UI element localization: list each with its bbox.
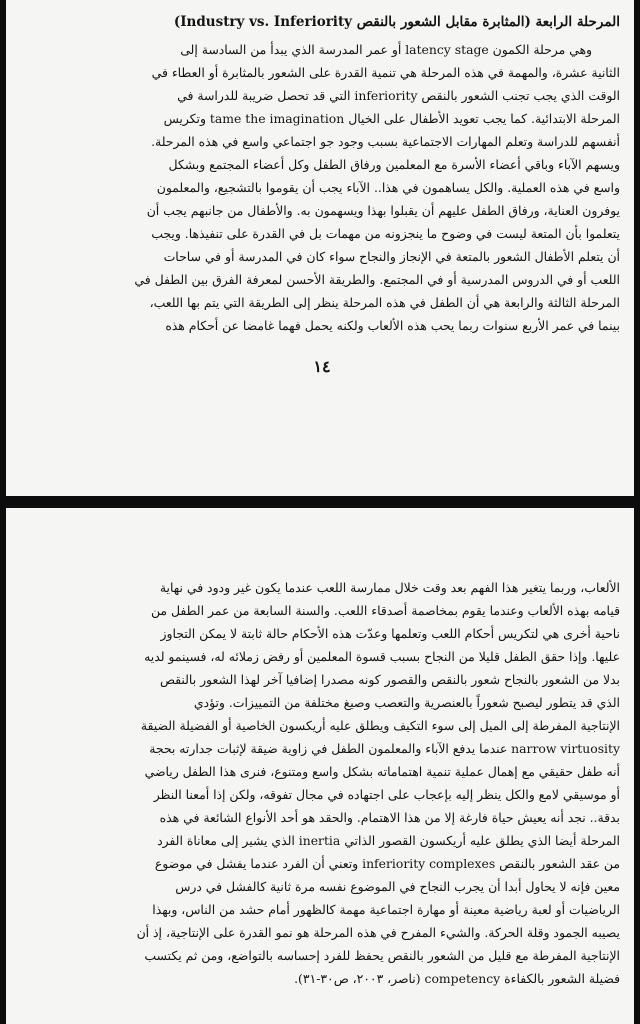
text-line: يصيبه الجمود وقلة الحركة. والشيء المفرح في هذه المرحلة هو نمو القدرة على الإنتاجية، إذ أن	[136, 925, 620, 940]
text-line: بينما في عمر الأربع سنوات ربما يحب هذه الألعاب ولكنه يحمل فهما غامضا عن أحكام هذه	[165, 318, 620, 333]
text-line: الألعاب، وربما يتغير هذا الفهم بعد وقت خلال ممارسة اللعب عندما يكون غير ودود في نهاية	[159, 580, 620, 595]
text-line: يتعلموا بأن المتعة ليست في وضوح ما ينجزونه من مهمات بل في القدرة على تنفيذها. ويجب	[151, 226, 620, 241]
paragraph-page2	[24, 576, 620, 990]
section-heading: المرحلة الرابعة (المثابرة مقابل الشعور بالنقص Industry vs. Inferiority)	[173, 14, 620, 30]
text-line: الإنتاجية المفرطة إلى الميل إلى سوء التكيف ويطلق عليه أريكسون الخاصية أو الفضيلة الضيقة	[140, 718, 620, 733]
text-line: أن يتعلم الأطفال الشعور بالمتعة في الإنجاز والنجاح سواء كان في المدرسة أو في ساحات	[163, 249, 620, 264]
text-line: أنفسهم للدراسة وتعلم المهارات الاجتماعية بسبب وجود جو اجتماعي واسع في هذه المرحلة.	[151, 134, 620, 149]
text-line: معين فإنه لا يحاول أبدا أن يجرب النجاح في الموضوع نفسه مرة ثانية كالفشل في درس	[175, 879, 620, 894]
text-line: وهي مرحلة الكمون latency stage أو عمر المدرسة الذي يبدأ من السادسة إلى	[180, 42, 592, 57]
text-line: اللعب أو في الدروس المدرسية أو في المجتمع. والطريقة الأحسن لمعرفة الفرق بين الطفل في	[134, 272, 620, 287]
text-line: قيامه بهذه الألعاب وعندما يقوم بمخاصمة أصدقاء اللعب. والسنة السابعة من عمر الطفل من	[150, 603, 620, 618]
page-bottom	[6, 508, 634, 1024]
text-line: يوفرون العناية، ورفاق الطفل عليهم أن يقبلوا بهذا ويسهمون به. والأطفال من جانبهم يجب أن	[146, 203, 620, 218]
text-line: المرحلة الابتدائية. كما يجب تعويد الأطفال على الخيال tame the imagination وتكريس	[163, 111, 620, 126]
text-line: بدقة.. نجد أنه يعيش حياة فارغة إلا من هذا الاهتمام. والحقد هو أحد الأنواع الشائعة في هذه	[159, 810, 620, 825]
text-line: narrow virtuosity عندما يدفع الآباء والمعلمون الطفل في زاوية ضيقة لإثبات جدارته بحجة	[149, 741, 620, 756]
page-number: ١٤	[313, 357, 331, 376]
text-line: الذي قد يتطور ليصبح شعوراً بالعنصرية والتعصب وصيغ مختلفة من التمييزات. وتؤدي	[193, 695, 620, 710]
text-line: فضيلة الشعور بالكفاءة competency (ناصر، ٢٠٠٣، ص٣٠-٣١).	[294, 971, 620, 986]
text-line: الثانية عشرة، والمهمة في هذه المرحلة هي تنمية القدرة على الشعور بالمثابرة أو العطاء في	[151, 65, 620, 80]
paragraph-page1	[24, 38, 620, 337]
text-line: الإنتاجية المفرطة مع قليل من الشعور بالنقص يحفظ للفرد إحساسه بالتواضع، ومن ثم يكتسب	[144, 948, 620, 963]
text-line: واسع في هذه العملية. والكل يساهمون في هذا.. الآباء يجب أن يقوموا بالتشجيع، والمعلمون	[156, 180, 620, 195]
page-top	[6, 0, 634, 496]
text-line: ناحية أخرى هي لتكريس أحكام اللعب وتعلمها وعدّت هذه الأحكام حالة ثابتة لا يمكن التجاوز	[160, 626, 620, 641]
text-line: أو موسيقي لامع والكل ينظر إليه بإعجاب على اجتهاده في مجال تفوقه، ولكن إذا أمعنا النظر	[153, 787, 620, 802]
text-line: المرحلة أيضا الذي يطلق عليه أريكسون القصور الذاتي inertia الذي يشير إلى معاناة الفرد	[157, 833, 620, 848]
text-line: الوقت الذي يجب تجنب الشعور بالنقص inferiority التي قد تحصل ضريبة للدراسة في	[177, 88, 620, 103]
text-line: المرحلة الثالثة والرابعة هي أن الطفل في هذه المرحلة ينظر إلى الطريقة التي يتم بها اللعب،	[149, 295, 620, 310]
text-line: الرياضيات أو لعبة رياضية معينة أو مهارة اجتماعية مهمة كالظهور أمام حشد من الناس، وبهذا	[152, 902, 620, 917]
text-line: من عقد الشعور بالنقص inferiority complexes وتعني أن الفرد عندما يفشل في موضوع	[154, 856, 620, 871]
text-line: عليها. وإذا حقق الطفل قليلا من النجاح بسبب قسوة المعلمين أو رفض زملائه له، فسينمو لديه	[144, 649, 620, 664]
text-line: ويسهم الآباء وباقي أعضاء الأسرة مع المعلمين ورفاق الطفل وكل أعضاء المجتمع وبشكل	[168, 157, 620, 172]
text-line: أنه طفل حقيقي مع إهمال عملية تنمية اهتماماته بشكل واسع ومتنوع، فنرى هذا الطفل رياضي	[144, 764, 620, 779]
text-line: بدلا من الشعور بالنجاح شعور بالنقص والقصور كونه مصدرا إضافيا آخر لهذا الشعور بالنقص	[159, 672, 620, 687]
